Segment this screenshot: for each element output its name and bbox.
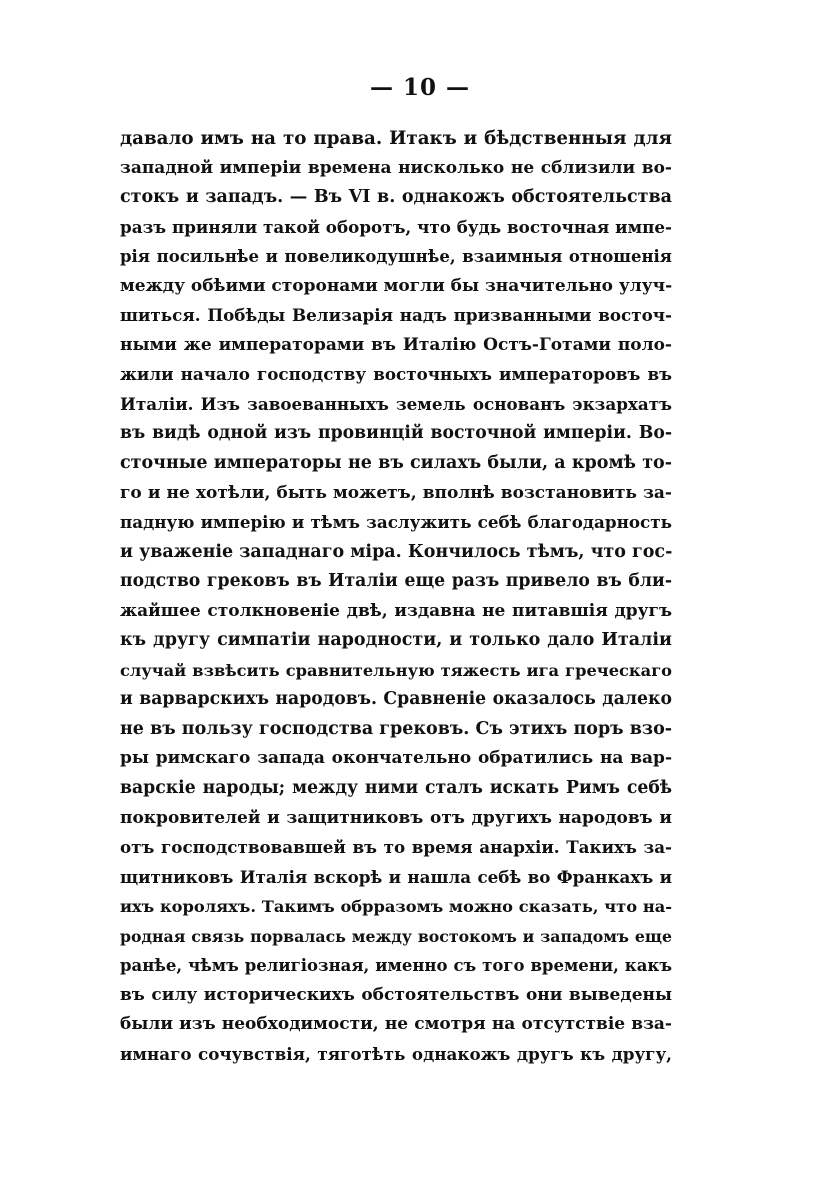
text-line: варскіе народы; между ними сталъ искать Римъ себѣ (120, 778, 672, 799)
text-line: ихъ короляхъ. Такимъ обрразомъ можно сказать, что на- (120, 897, 672, 917)
text-line: шиться. Побѣды Велизарія надъ призванными восточ- (120, 305, 672, 326)
text-line: падную имперію и тѣмъ заслужить себѣ благодарность (120, 512, 672, 533)
text-line: рія посильнѣе и повеликодушнѣе, взаимныя отношенія (120, 247, 672, 267)
text-line: ными же императорами въ Италію Остъ-Готами поло- (120, 334, 672, 355)
text-line: жайшее столкновеніе двѣ, издавна не питавшія другъ (120, 600, 672, 621)
text-line: и уваженіе западнаго міра. Кончилось тѣмъ, что гос- (120, 541, 673, 562)
text-line: отъ господствовавшей въ то время анархіи. Такихъ за- (120, 837, 672, 858)
text-line: разъ приняли такой оборотъ, что будь восточная импе- (120, 216, 672, 237)
text-line: подство грековъ въ Италіи еще разъ привело въ бли- (120, 571, 672, 592)
text-line: западной имперіи времена нисколько не сблизили во- (120, 157, 672, 178)
body-text (120, 124, 672, 1070)
text-line: щитниковъ Италія вскорѣ и нашла себѣ во Франкахъ и (120, 866, 672, 887)
text-line: въ видѣ одной изъ провинцій восточной имперіи. Во- (120, 423, 672, 444)
page-number: — 10 — (369, 74, 471, 101)
text-line: между обѣими сторонами могли бы значительно улуч- (120, 275, 673, 296)
text-line: стокъ и западъ. — Въ VI в. однакожъ обстоятельства (120, 187, 672, 208)
text-line: и варварскихъ народовъ. Сравненіе оказалось далеко (120, 689, 672, 710)
text-line: имнаго сочувствія, тяготѣть однакожъ другъ къ другу, (120, 1043, 672, 1064)
text-line: покровителей и защитниковъ отъ другихъ народовъ и (120, 807, 672, 828)
text-line: жили начало господству восточныхъ императоровъ въ (120, 364, 672, 385)
text-line: сточные императоры не въ силахъ были, а кромѣ то- (120, 453, 672, 474)
text-line: го и не хотѣли, быть можетъ, вполнѣ возстановить за- (120, 482, 672, 503)
text-line: случай взвѣсить сравнительную тяжесть ига греческаго (120, 660, 672, 680)
text-line: ранѣе, чѣмъ религіозная, именно съ того времени, какъ (120, 956, 672, 976)
text-line: были изъ необходимости, не смотря на отсутствіе вза- (120, 1014, 672, 1035)
text-line: не въ пользу господства грековъ. Съ этихъ поръ взо- (120, 718, 672, 739)
text-line: родная связь порвалась между востокомъ и западомъ еще (120, 926, 672, 946)
text-line: Италіи. Изъ завоеванныхъ земель основанъ экзархатъ (120, 393, 672, 414)
text-line: къ другу симпатіи народности, и только дало Италіи (120, 630, 672, 651)
text-line: давало имъ на то права. Итакъ и бѣдственныя для (120, 128, 672, 149)
text-line: ры римскаго запада окончательно обратились на вар- (120, 748, 672, 769)
text-line: въ силу историческихъ обстоятельствъ они выведены (120, 984, 672, 1005)
